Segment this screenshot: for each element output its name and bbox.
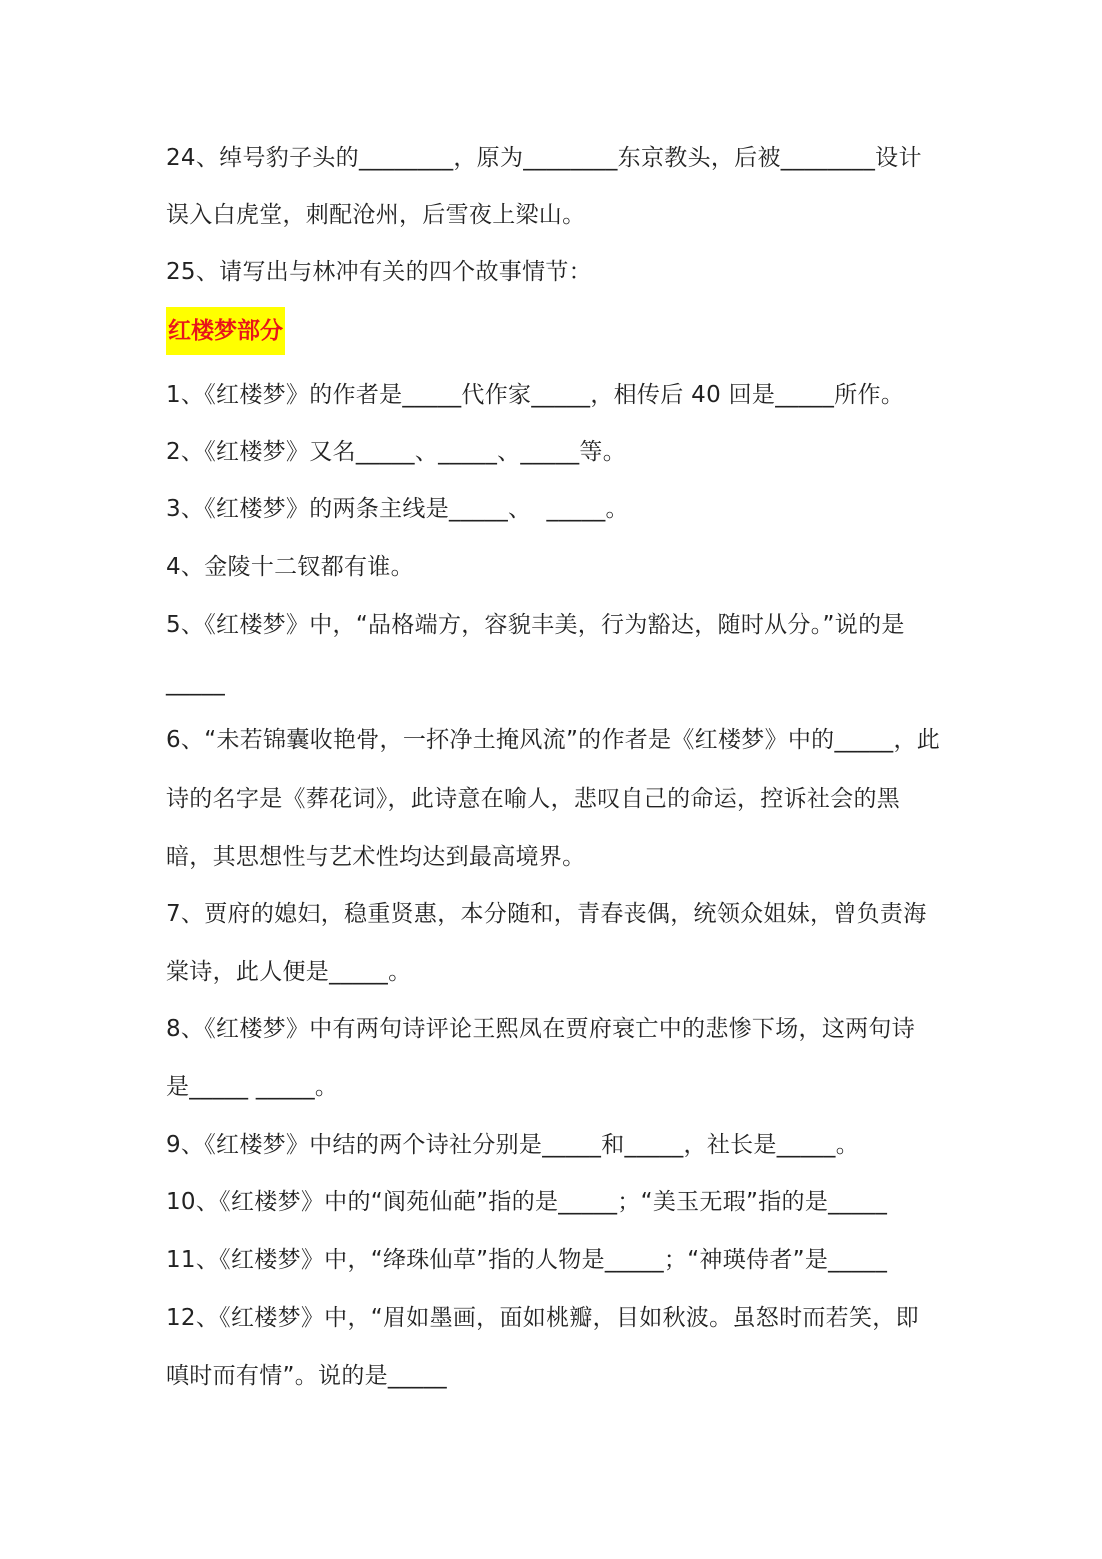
- question-6-line-2: 诗的名字是《葬花词》，此诗意在喻人，悲叹自己的命运，控诉社会的黑: [166, 786, 901, 812]
- question-7-line-1: 7、贾府的媳妇，稳重贤惠，本分随和，青春丧偶，统领众姐妹，曾负责海: [166, 901, 927, 927]
- question-24-line-1: 24、绰号豹子头的________，原为________东京教头，后被________设计: [166, 145, 922, 171]
- question-7-line-2: 棠诗，此人便是_____。: [166, 959, 412, 985]
- question-1-line-1: 1、《红楼梦》的作者是_____代作家_____，相传后 40 回是_____所作。: [166, 382, 905, 408]
- question-2-line-1: 2、《红楼梦》又名_____、_____、_____等。: [166, 439, 627, 465]
- question-6-line-3: 暗，其思想性与艺术性均达到最高境界。: [166, 844, 586, 870]
- question-9-line-1: 9、《红楼梦》中结的两个诗社分别是_____和_____，社长是_____。: [166, 1132, 860, 1158]
- question-5-line-2: _____: [166, 670, 225, 696]
- question-12-line-2: 嗔时而有情”。说的是_____: [166, 1363, 447, 1389]
- question-8-line-1: 8、《红楼梦》中有两句诗评论王熙凤在贾府衰亡中的悲惨下场，这两句诗: [166, 1016, 916, 1042]
- question-5-line-1: 5、《红楼梦》中，“品格端方，容貌丰美，行为豁达，随时从分。”说的是: [166, 612, 905, 638]
- question-25-line-1: 25、请写出与林冲有关的四个故事情节：: [166, 259, 592, 285]
- question-11-line-1: 11、《红楼梦》中，“绛珠仙草”指的人物是_____；“神瑛侍者”是_____: [166, 1247, 888, 1273]
- question-4-line-1: 4、金陵十二钗都有谁。: [166, 554, 414, 580]
- question-6-line-1: 6、“未若锦囊收艳骨，一抔净土掩风流”的作者是《红楼梦》中的_____，此: [166, 727, 941, 753]
- question-8-line-2: 是_____ _____。: [166, 1074, 339, 1100]
- question-12-line-1: 12、《红楼梦》中，“眉如墨画，面如桃瓣，目如秋波。虽怒时而若笑，即: [166, 1305, 919, 1331]
- question-24-line-2: 误入白虎堂，刺配沧州，后雪夜上梁山。: [166, 202, 586, 228]
- question-10-line-1: 10、《红楼梦》中的“阆苑仙葩”指的是_____；“美玉无瑕”指的是_____: [166, 1189, 888, 1215]
- section-heading: 红楼梦部分: [166, 307, 285, 355]
- question-3-line-1: 3、《红楼梦》的两条主线是_____、 _____。: [166, 496, 629, 522]
